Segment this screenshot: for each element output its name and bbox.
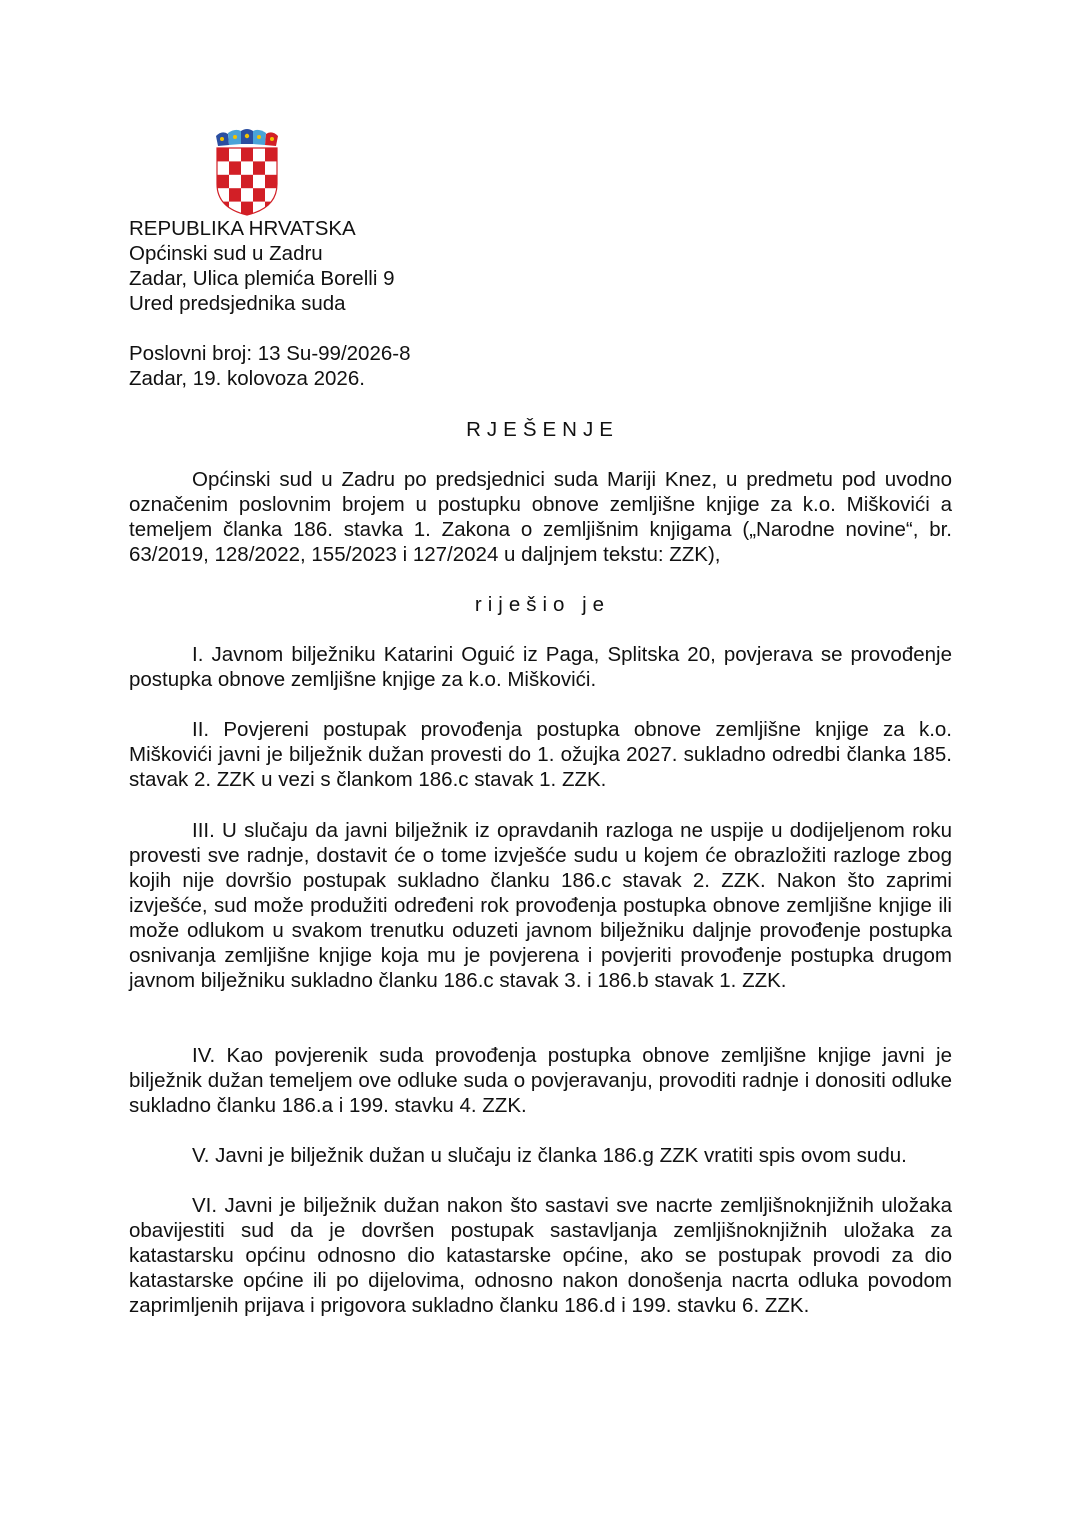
croatian-coat-of-arms-icon — [214, 128, 280, 216]
court-office: Ured predsjednika suda — [129, 292, 346, 315]
ruling-heading: riješio je — [474, 593, 611, 616]
ruling-point-1: I. Javnom bilježniku Katarini Oguić iz Paga, Splitska 20, povjerava se provođenje postupka obnove zemljišne knjige za k.o. Miškovići. — [129, 643, 952, 691]
court-name: Općinski sud u Zadru — [129, 242, 323, 265]
ruling-point-4: IV. Kao povjerenik suda provođenja postupka obnove zemljišne knjige javni je bilježnik dužan temeljem ove odluke suda o povjeravanju, provoditi radnje i donositi odluke sukladno članku 186.a i 199. stavku 4. ZZK. — [129, 1044, 952, 1117]
ruling-point-5: V. Javni je bilježnik dužan u slučaju iz članka 186.g ZZK vratiti spis ovom sudu. — [192, 1144, 907, 1167]
document-title: RJEŠENJE — [466, 418, 619, 441]
crown — [216, 129, 278, 146]
reference-block — [129, 341, 411, 391]
ruling-point-2: II. Povjereni postupak provođenja postupka obnove zemljišne knjige za k.o. Miškovići javni je bilježnik dužan provesti do 1. ožujka 2027. sukladno odredbi članka 185. stavak 2. ZZK u vezi s člankom 186.c stavak 1. ZZK. — [129, 718, 952, 791]
coat-of-arms-graphic — [214, 128, 280, 216]
place-and-date: Zadar, 19. kolovoza 2026. — [129, 367, 365, 390]
case-number: Poslovni broj: 13 Su-99/2026-8 — [129, 342, 411, 365]
court-header — [129, 216, 394, 316]
ruling-point-6: VI. Javni je bilježnik dužan nakon što sastavi sve nacrte zemljišnoknjižnih uložaka obavijestiti sud da je dovršen postupak sastavljanja zemljišnoknjižnih uložaka za katastarsku općinu odnosno dio katastarske općine, ako se postupak provodi za dio katastarske općine ili po dijelovima, odnosno nakon donošenja nacrta odluka povodom zaprimljenih prijava i prigovora sukladno članku 186.d i 199. stavku 6. ZZK. — [129, 1194, 952, 1317]
checkerboard-shield — [214, 148, 280, 216]
intro-paragraph: Općinski sud u Zadru po predsjednici suda Mariji Knez, u predmetu pod uvodno označenim poslovnim brojem u postupku obnove zemljišne knjige za k.o. Miškovići a temeljem članka 186. stavka 1. Zakona o zemljišnim knjigama („Narodne novine“, br. 63/2019, 128/2022, 155/2023 i 127/2024 u daljnjem tekstu: ZZK), — [129, 468, 952, 566]
court-address: Zadar, Ulica plemića Borelli 9 — [129, 267, 395, 290]
country-name: REPUBLIKA HRVATSKA — [129, 217, 356, 240]
ruling-point-3: III. U slučaju da javni bilježnik iz opravdanih razloga ne uspije u dodijeljenom roku provesti sve radnje, dostavit će o tome izvješće sudu u kojem će obrazložiti razloge zbog kojih nije dovršio postupak sukladno članku 186.c stavak 2. ZZK. Nakon što zaprimi izvješće, sud može produžiti određeni rok provođenja postupka obnove zemljišne knjige ili može odlukom u svakom trenutku oduzeti javnom bilježniku daljnje provođenje postupka osnivanja zemljišne knjige koja mu je povjerena i povjeriti provođenje postupka drugom javnom bilježniku sukladno članku 186.c stavak 3. i 186.b stavak 1. ZZK. — [129, 819, 952, 992]
